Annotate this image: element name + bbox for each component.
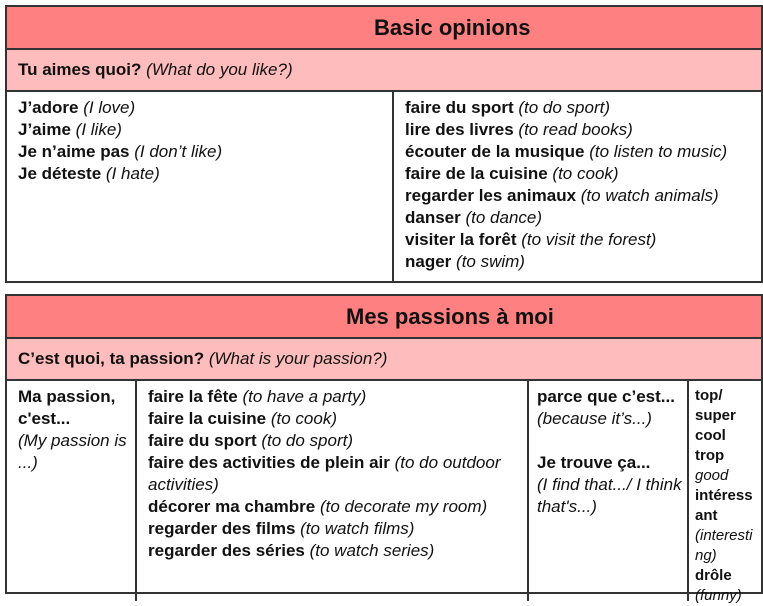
adjective-item: cool [695,427,726,444]
list-item [405,185,755,207]
activities-column [392,92,761,281]
item-fr: lire des livres [405,120,514,139]
item-fr: regarder des films [148,519,296,538]
intro-fr: Ma passion, c'est... [18,387,116,428]
item-en: (I don’t like) [134,142,223,161]
list-item [148,540,523,562]
list-item [18,163,388,185]
item-en: (to decorate my room) [319,497,488,516]
adjective-item: super [695,407,736,424]
item-fr: Je déteste [18,164,102,183]
item-fr: faire la cuisine [148,409,267,428]
list-item [148,386,523,408]
adjective-item: trop [695,447,725,464]
item-en: (to do outdoor activities) [148,453,501,494]
item-en: (to do sport) [261,431,354,450]
section-question [7,50,761,92]
list-item [405,207,755,229]
list-item [148,518,523,540]
item-en: (to dance) [465,208,543,227]
item-en: (to swim) [456,252,525,271]
adjective-item: good [695,467,729,484]
item-en: (to have a party) [242,387,367,406]
item-fr: nager [405,252,452,271]
because-en: (because it’s...) [537,409,652,428]
opinions-column [7,92,394,281]
adjective-item: top/ [695,387,723,404]
list-item [405,251,755,273]
passions-column [135,381,529,601]
item-en: (to watch series) [309,541,435,560]
item-en: (to visit the forest) [521,230,657,249]
list-item [148,496,523,518]
item-fr: décorer ma chambre [148,497,316,516]
list-item [405,141,755,163]
item-en: (to watch animals) [580,186,719,205]
list-item [18,141,388,163]
adjective-item: (interesting) [695,527,753,564]
passions-section [5,294,763,604]
item-en: (I love) [83,98,136,117]
item-en: (to watch films) [300,519,415,538]
question-en: (What do you like?) [146,60,293,79]
item-fr: écouter de la musique [405,142,585,161]
adjective-item: drôle [695,567,732,584]
find-en: (I find that.../ I think that's...) [537,475,682,516]
item-fr: faire des activities de plein air [148,453,390,472]
item-en: (to listen to music) [589,142,728,161]
item-fr: visiter la forêt [405,230,517,249]
intro-column [7,381,135,601]
adjective-item: intéressant [695,487,753,524]
list-item [405,97,755,119]
list-item [148,408,523,430]
find-fr: Je trouve ça... [537,453,651,472]
item-en: (to cook) [552,164,619,183]
section-question [7,339,761,381]
item-fr: J’aime [18,120,71,139]
because-fr: parce que c’est... [537,387,675,406]
question-en: (What is your passion?) [208,349,388,368]
item-en: (to read books) [518,120,633,139]
item-fr: faire de la cuisine [405,164,548,183]
adjective-item: (funny) [695,587,742,604]
list-item [405,119,755,141]
list-item [405,163,755,185]
intro-en: (My passion is ...) [18,431,127,472]
list-item [148,430,523,452]
item-fr: danser [405,208,461,227]
item-fr: faire du sport [405,98,514,117]
list-item [148,452,523,496]
question-fr: Tu aimes quoi? [18,60,142,79]
section-title: Mes passions à moi [7,296,761,339]
question-fr: C’est quoi, ta passion? [18,349,205,368]
connectors-column [527,381,689,601]
item-fr: regarder des séries [148,541,305,560]
item-fr: faire du sport [148,431,257,450]
adjectives-column [687,381,761,604]
item-fr: Je n’aime pas [18,142,130,161]
item-en: (I hate) [105,164,160,183]
list-item [405,229,755,251]
section-title: Basic opinions [7,7,761,50]
list-item [18,119,388,141]
item-fr: J’adore [18,98,79,117]
item-fr: faire la fête [148,387,238,406]
item-en: (to do sport) [518,98,611,117]
item-en: (I like) [75,120,122,139]
list-item [18,97,388,119]
item-fr: regarder les animaux [405,186,577,205]
basic-opinions-section [5,5,763,283]
item-en: (to cook) [270,409,337,428]
